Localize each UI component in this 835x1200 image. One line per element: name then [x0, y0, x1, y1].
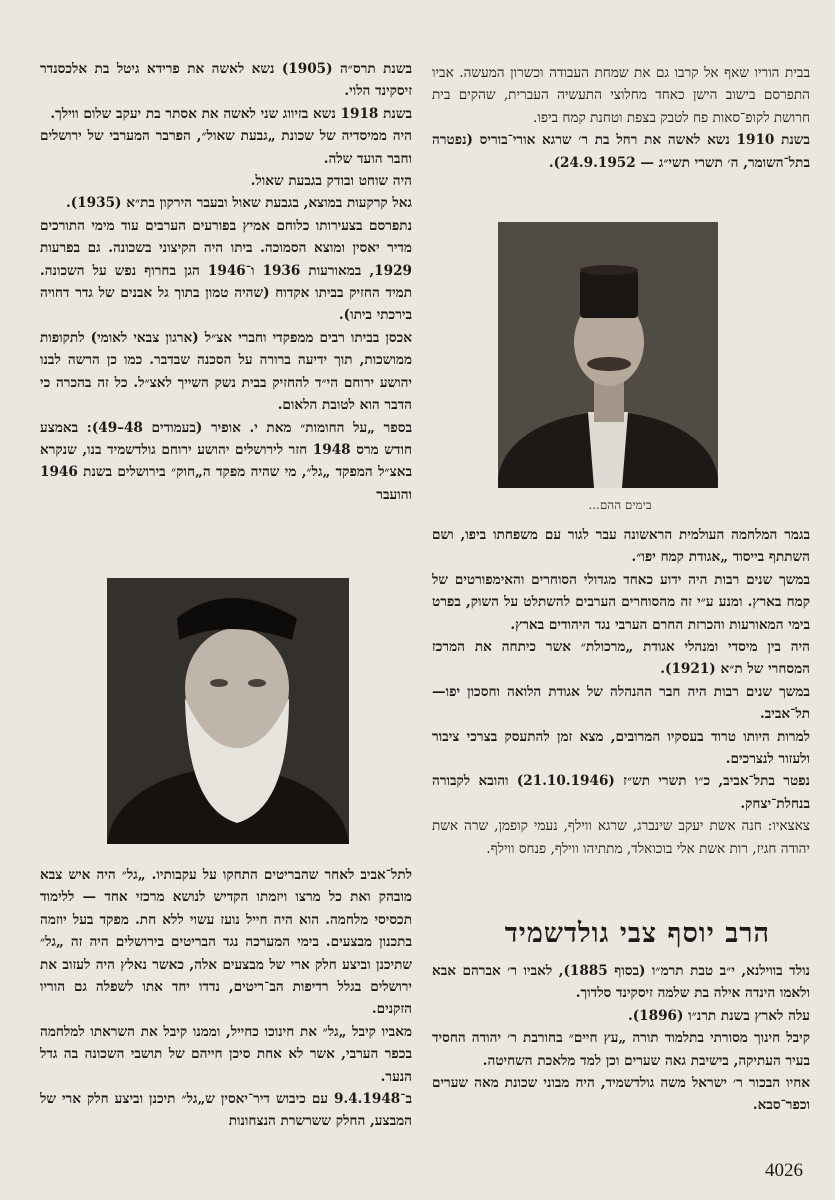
right-column-middle [432, 524, 810, 860]
paragraph: למרות היותו טרוד בעסקיו המרובים, מצא זמן להתעסק בצרכי ציבור ולעזור לנצרכים. [432, 728, 810, 768]
paragraph: מאביו קיבל „גל״ את חינוכו כחייל, וממנו קיבל את השראתו למלחמה בכפר הערבי, אשר לא אחת סיכן חייהם של תושבי השכונה בה גדל הנער. [40, 1023, 412, 1085]
portrait-rabbi-photo [107, 578, 349, 844]
paragraph: נולד בווילנא, י״ב טבת תרמ״ו (בסוף 1885), לאביו ר׳ אברהם אבא ולאמו הינדה אילה בת שלמה זיסקינד סלדוך. [432, 963, 810, 1002]
right-column-bio [432, 960, 810, 1117]
paragraph: לתל־אביב לאחר שהבריטים התחקו על עקבותיו. „גל״ היה איש צבא מובהק ואת כל מרצו ויזמתו הקדיש לנושא מרכזי אחד — ללימוד תכסיסי מלחמה. הוא היה חייל נועז עשוי ללא חת. מפקד בעל יוזמה בתכנון מבצעים. בימי המערכה נגד הבריטים בירושלים היה זה „גל״ שתיכנן וביצע חלק ארי של מבצעים אלה, כאשר נאלץ היה לעזוב את ירושלים בגלל רדיפות הב־ריטים, נדדו יחד אתו לשפלה גם הוריו הזקנים. [40, 867, 412, 1018]
paragraph: אכסן בביתו רבים ממפקדי וחברי אצ״ל (ארגון צבאי לאומי) לתקופות ממושכות, תוך ידיעה ברורה על הסכנה שבדבר. כמו כן הרשה לבנו יהושע ירוחם הי״ד להחזיק בבית נשק השייך לאצ״ל. כל זה בהכרה כי הדבר הוא לטובת הלאום. [40, 329, 412, 414]
photo-caption: בימים ההם... [588, 498, 652, 512]
paragraph: נתפרסם בצעירותו כלוחם אמיץ בפורעים הערבים עוד מימי התורכים מדיר יאסין ומוצא הסמוכה. ביתו היה הקיצוני בשכונה. גם בפרעות 1929, במאורעות 1936 ו־1946 הגן בחרוף נפש על השכונה. תמיד החזיק בביתו אקדוח (שהיה טמון בתוך גל אבנים של גדר דחויה בירכתי ביתו). [40, 217, 412, 324]
left-column-bottom [40, 864, 412, 1133]
paragraph: היה ממיסדיה של שכונת „גבעת שאול״, הפרבר המערבי של ירושלים וחבר הועד שלה. [40, 128, 412, 167]
paragraph: צאצאיו: חנה אשת יעקב שינברג, שרגא ווילף, נעמי קופמן, שרה אשת יהודה חגיז, רות אשת אלי בוכואלד, מתתיהו ווילף, פנחס ווילף. [432, 818, 810, 857]
paragraph: במשך שנים רבות היה ידוע כאחד מגדולי הסוחרים והאימפורטים של קמח בארץ. ומנע ע״י זה מהסוחרים הערבים להשתלט על השוק, בפרט בימי המאורעות והכרזת החרם הערבי נגד היהודים בארץ. [432, 571, 810, 633]
paragraph: ב־9.4.1948 עם כיבוש דיר־יאסין ש„גל״ תיכנן וביצע חלק ארי של המבצע, החלק ששרשרת הנצחונות [40, 1091, 412, 1130]
paragraph: גאל קרקעות במוצא, בגבעת שאול ובעבר הירקון בת״א (1935). [66, 195, 412, 212]
paragraph: בבית הוריו שאף אל קרבו גם את שמחת העבודה וכשרון המעשה. אביו התפרסם בישוב הישן כאחד מחלוצי התעשיה העברית, שהקים בית חרושת לקופ־סאות פח לטבק בצפת וטחנת קמח ביפו. [432, 65, 810, 126]
paragraph: קיבל חינוך מסורתי בתלמוד תורה „עץ חיים״ בחורבת ר׳ יהודה החסיד בעיר העתיקה, בישיבת גאה שערים וכן למד מלאכת השחיטה. [432, 1030, 810, 1069]
paragraph: בשנת 1910 נשא לאשה את רחל בת ר׳ שרגא אורי־בוריס (נפטרה בתל־השומר, ה׳ תשרי תשי״ג — 24.9.1952). [432, 132, 810, 171]
section-heading: הרב יוסף צבי גולדשמיד [504, 918, 770, 949]
paragraph: במשך שנים רבות היה חבר ההנהלה של אגודת הלואה וחסכון יפו—תל־אביב. [432, 683, 810, 723]
portrait-young-man-photo [498, 222, 718, 488]
paragraph: בספר „על החומות״ מאת י. אופיר (בעמודים 48–49): באמצע חודש מרס 1948 חזר לירושלים יהושע ירוחם גולדשמיד בנו, שנקרא באצ״ל המפקד „גל״, מי שהיה מפקד ה„חוק״ בירושלים בשנת 1946 והועבר [40, 419, 412, 503]
paragraph: נפטר בתל־אביב, כ״ו תשרי תש״ז (21.10.1946) והובא לקבורה בנחלת־יצחק. [432, 773, 810, 812]
left-column-top [40, 58, 412, 506]
paragraph: היה שוחט ובודק בגבעת שאול. [250, 173, 412, 190]
paragraph: בשנת 1918 נשא בזיווג שני לאשה את אסתר בת יעקב שלום ווילך. [50, 105, 412, 122]
paragraph: בשנת תרס״ה (1905) נשא לאשה את פרידא גיטל בת אלכסנדר זיסקינד הלוי. [40, 61, 412, 100]
paragraph: עלה לארץ בשנת תרנ״ו (1896). [627, 1007, 810, 1024]
right-column-top [432, 62, 810, 174]
paragraph: היה בין מיסדי ומנהלי אגודת „מרכולת״ אשר כיתחה את המרכז המסחרי של ת״א (1921). [432, 639, 810, 678]
paragraph: אחיו הבכור ר׳ ישראל משה גולדשמיד, היה מבוני שכונת מאה שערים וכפר־סבא. [432, 1075, 810, 1114]
paragraph: בגמר המלחמה העולמית הראשונה עבר לגור עם משפחתו ביפו, ושם השתתף בייסוד „אגודת קמח יפו״. [432, 527, 810, 566]
page-number: 4026 [765, 1160, 803, 1181]
